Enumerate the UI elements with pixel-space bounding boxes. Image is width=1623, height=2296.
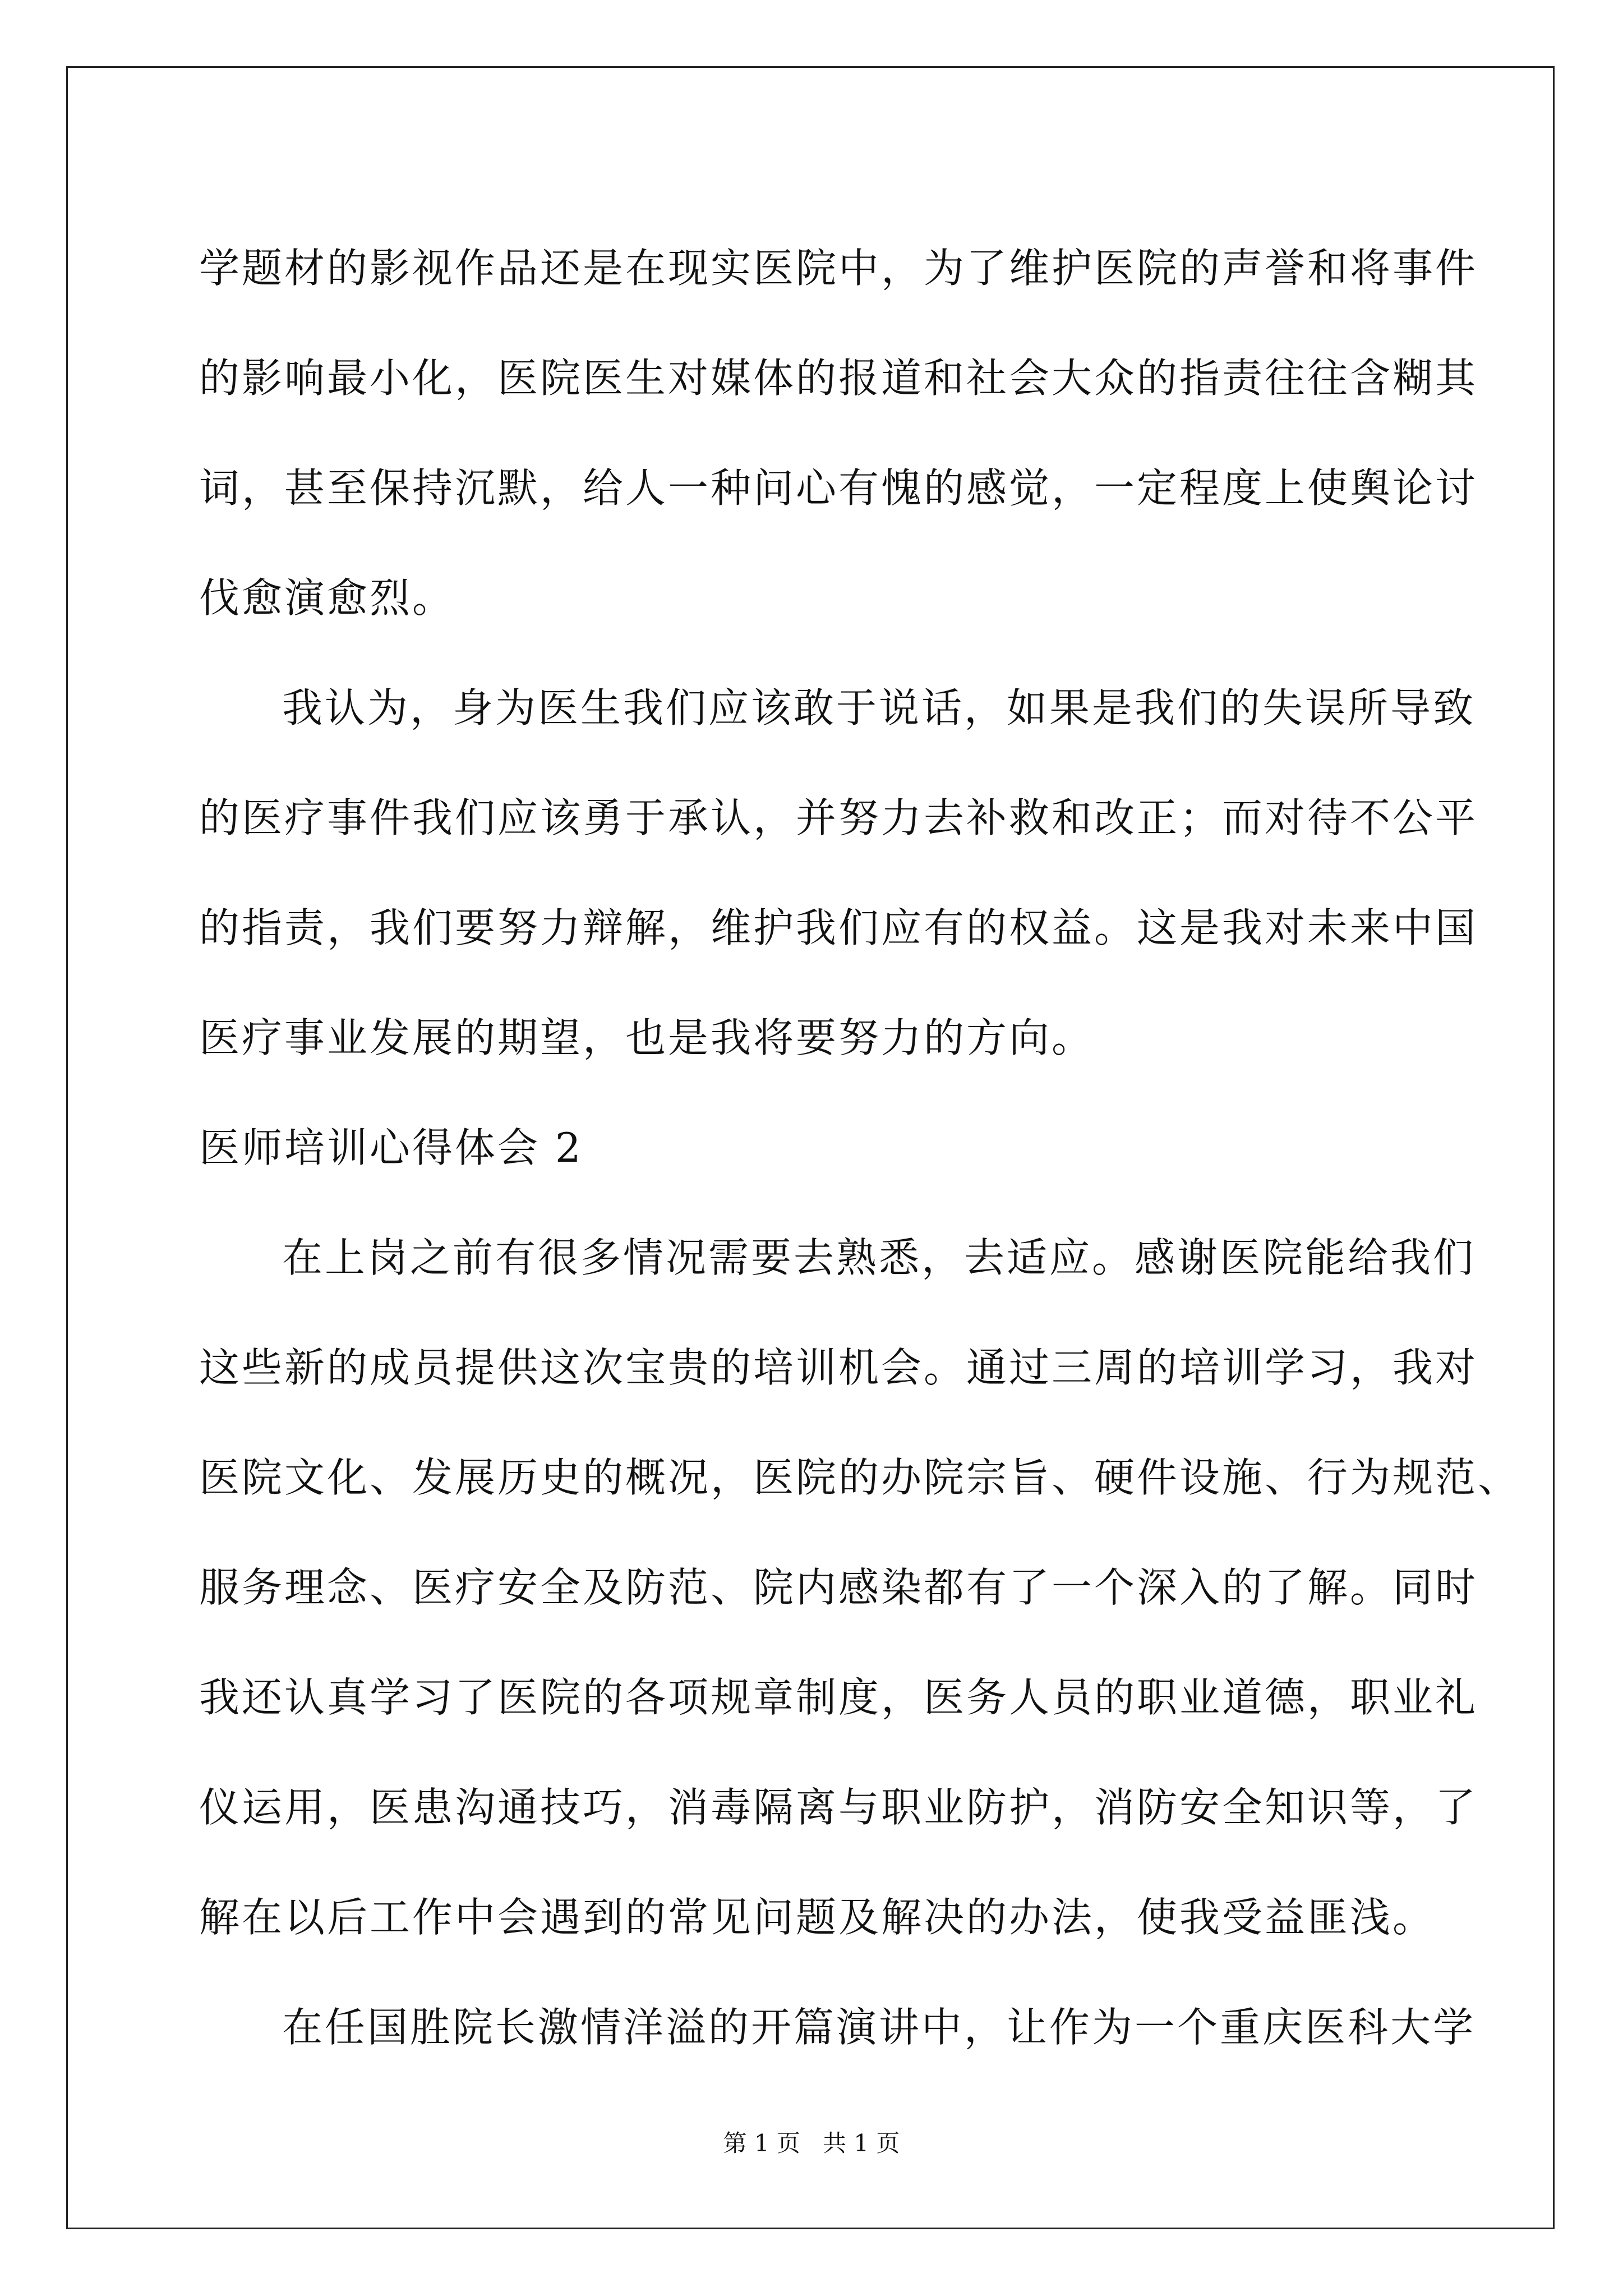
body-line: 伐愈演愈烈。 [199,574,455,622]
body-line: 医疗事业发展的期望，也是我将要努力的方向。 [199,1014,1095,1061]
page-footer [0,2125,1623,2159]
body-line: 医院文化、发展历史的概况，医院的办院宗旨、硬件设施、行为规范、 [199,1454,1521,1501]
paragraph-start-line: 我认为，身为医生我们应该敢于说话，如果是我们的失误所导致 [282,684,1476,731]
body-line: 词，甚至保持沉默，给人一种问心有愧的感觉，一定程度上使舆论讨 [199,464,1478,512]
body-line: 这些新的成员提供这次宝贵的培训机会。通过三周的培训学习，我对 [199,1344,1478,1391]
body-line: 的医疗事件我们应该勇于承认，并努力去补救和改正；而对待不公平 [199,794,1478,841]
body-line: 仪运用，医患沟通技巧，消毒隔离与职业防护，消防安全知识等，了 [199,1784,1478,1831]
paragraph-start-line: 在任国胜院长激情洋溢的开篇演讲中，让作为一个重庆医科大学 [282,2004,1476,2051]
page-number: 第 1 页 [723,2129,800,2157]
body-line: 的指责，我们要努力辩解，维护我们应有的权益。这是我对未来中国 [199,904,1478,951]
section-title: 医师培训心得体会 2 [199,1124,583,1171]
document-body [199,213,1521,2082]
body-line: 的影响最小化，医院医生对媒体的报道和社会大众的指责往往含糊其 [199,355,1478,402]
paragraph-start-line: 在上岗之前有很多情况需要去熟悉，去适应。感谢医院能给我们 [282,1234,1476,1281]
page-total: 共 1 页 [823,2129,900,2157]
body-line: 解在以后工作中会遇到的常见问题及解决的办法，使我受益匪浅。 [199,1894,1436,1941]
body-line: 我还认真学习了医院的各项规章制度，医务人员的职业道德，职业礼 [199,1674,1478,1721]
body-line: 学题材的影视作品还是在现实医院中，为了维护医院的声誉和将事件 [199,245,1478,292]
body-line: 服务理念、医疗安全及防范、院内感染都有了一个深入的了解。同时 [199,1564,1478,1611]
